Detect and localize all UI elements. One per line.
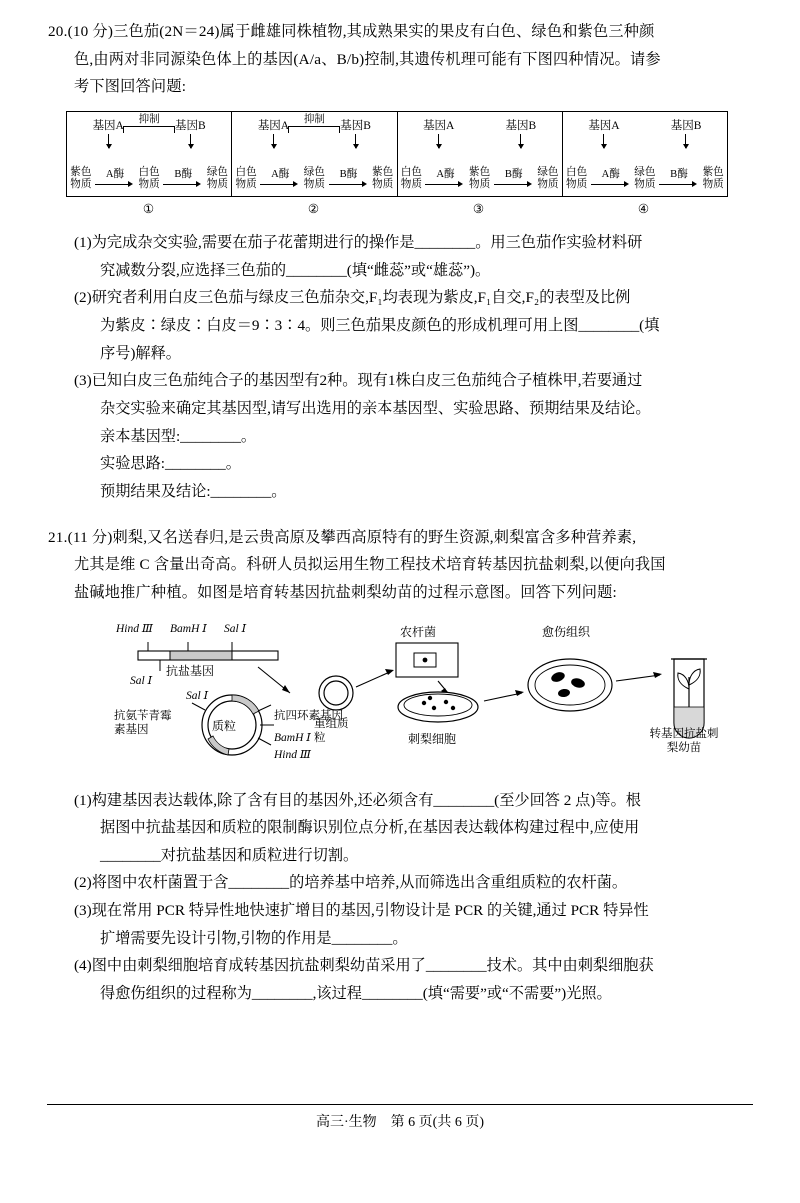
arrow-right-icon bbox=[260, 180, 300, 188]
arrow-right-icon bbox=[494, 180, 534, 188]
label-pear-cell: 刺梨细胞 bbox=[408, 731, 457, 746]
label-sal1-plasmid: Sal Ⅰ bbox=[186, 689, 209, 702]
label-bamh1-plasmid: BamH Ⅰ bbox=[274, 731, 311, 744]
q20-sub2-line-2: 为紫皮∶绿皮∶白皮＝9∶3∶4。则三色茄果皮颜色的形成机理可用上图________(填 bbox=[100, 316, 660, 334]
substance-label: 绿色 物质 bbox=[537, 167, 559, 190]
substance-label: 绿色 物质 bbox=[303, 167, 325, 190]
substance-label: 紫色 物质 bbox=[469, 167, 491, 190]
enzyme-step: B酶 bbox=[659, 169, 700, 188]
gene-labels-2: 基因A 基因B bbox=[257, 119, 371, 132]
q20-figure bbox=[66, 111, 728, 197]
arrow-down-icon bbox=[108, 134, 109, 148]
arrow-down-icon bbox=[355, 134, 356, 148]
q21-sub1-line-2: 据图中抗盐基因和质粒的限制酶识别位点分析,在基因表达载体构建过程中,应使用 bbox=[100, 819, 640, 837]
enzyme-step: B酶 bbox=[163, 169, 204, 188]
gene-arrows-4 bbox=[563, 134, 727, 148]
label-hind3-plasmid: Hind Ⅲ bbox=[274, 748, 311, 761]
enzyme-step: B酶 bbox=[328, 169, 369, 188]
q21-figure bbox=[108, 615, 768, 775]
q21-sub3-line-2: 扩增需要先设计引物,引物的作用是________。 bbox=[100, 929, 408, 947]
label-ampicillin-gene: 抗氨苄青霉素基因 bbox=[114, 709, 172, 736]
q21-sub1-line-1: (1)构建基因表达载体,除了含有目的基因外,还必须含有________(至少回答 2 点)等。根 bbox=[74, 791, 641, 809]
arrow-down-icon bbox=[190, 134, 191, 148]
q21-sub2-line-1: (2)将图中农杆菌置于含________的培养基中培养,从而筛选出含重组质粒的农杆菌。 bbox=[74, 874, 628, 892]
q21-line-3: 盐碱地推广种植。如图是培育转基因抗盐刺梨幼苗的过程示意图。回答下列问题: bbox=[74, 583, 617, 601]
figure-panel-3 bbox=[398, 112, 563, 196]
arrow-down-icon bbox=[685, 134, 686, 148]
arrow-right-icon bbox=[163, 180, 203, 188]
enzyme-step: A酶 bbox=[590, 169, 631, 188]
figure-panel-numbers bbox=[66, 201, 726, 217]
panel-number-2: ② bbox=[307, 201, 320, 216]
q21-sub4-line-2: 得愈伤组织的过程称为________,该过程________(填“需要”或“不需要”)光照。 bbox=[100, 985, 612, 1003]
arrow-right-icon bbox=[95, 180, 135, 188]
pathway-chain-1 bbox=[67, 167, 231, 190]
footer-text: 高三·生物 第 6 页(共 6 页) bbox=[316, 1115, 484, 1130]
q20-sub3-line-1: (3)已知白皮三色茄纯合子的基因型有2种。现有1株白皮三色茄纯合子植株甲,若要通过 bbox=[74, 372, 643, 390]
q21-sub4-line-1: (4)图中由刺梨细胞培育成转基因抗盐刺梨幼苗采用了________技术。其中由刺梨细胞获 bbox=[74, 957, 654, 975]
arrow-right-icon bbox=[329, 180, 369, 188]
arrow-right-icon bbox=[591, 180, 631, 188]
q20-sub3-item-3: 预期结果及结论:________。 bbox=[100, 482, 287, 500]
substance-label: 紫色 物质 bbox=[70, 167, 92, 190]
substance-label: 紫色 物质 bbox=[372, 167, 394, 190]
figure-panel-2 bbox=[232, 112, 397, 196]
label-agrobacterium: 农杆菌 bbox=[400, 624, 437, 639]
panel-number-1: ① bbox=[142, 201, 155, 216]
enzyme-step: B酶 bbox=[493, 169, 534, 188]
inhibit-mark-1: 抑制 bbox=[123, 115, 175, 134]
page-content bbox=[48, 18, 754, 1010]
q20-sub3-item-2: 实验思路:________。 bbox=[100, 455, 241, 473]
q20-sub3-line-2: 杂交实验来确定其基因型,请写出选用的亲本基因型、实验思路、预期结果及结论。 bbox=[100, 399, 651, 417]
substance-label: 白色 物质 bbox=[235, 167, 257, 190]
label-sal1-top: Sal Ⅰ bbox=[224, 622, 247, 635]
gene-arrows-1 bbox=[67, 134, 231, 148]
arrow-down-icon bbox=[273, 134, 274, 148]
label-plasmid: 质粒 bbox=[212, 718, 237, 733]
label-callus: 愈伤组织 bbox=[542, 624, 591, 639]
enzyme-step: A酶 bbox=[95, 169, 136, 188]
pathway-chain-4 bbox=[563, 167, 727, 190]
substance-label: 白色 物质 bbox=[400, 167, 422, 190]
label-recombinant-plasmid: 重组质粒 bbox=[314, 717, 349, 744]
question-21 bbox=[48, 524, 754, 1008]
label-transgenic-seedling: 转基因抗盐刺梨幼苗 bbox=[649, 727, 719, 755]
pathway-chain-2 bbox=[232, 167, 396, 190]
gene-labels-3: 基因A 基因B bbox=[423, 119, 537, 132]
q20-sub3-item-1: 亲本基因型:________。 bbox=[100, 427, 257, 445]
q20-sub1-line-2: 究减数分裂,应选择三色茄的________(填“雌蕊”或“雄蕊”)。 bbox=[100, 261, 491, 279]
substance-label: 白色 物质 bbox=[566, 167, 588, 190]
footer-divider bbox=[47, 1104, 753, 1105]
gene-labels-4: 基因A 基因B bbox=[588, 119, 702, 132]
inhibit-mark-2: 抑制 bbox=[288, 115, 340, 134]
substance-label: 绿色 物质 bbox=[634, 167, 656, 190]
page-footer bbox=[0, 1104, 800, 1131]
gene-labels-1: 基因A 基因B bbox=[92, 119, 206, 132]
figure-panel-1 bbox=[67, 112, 232, 196]
gene-arrows-2 bbox=[232, 134, 396, 148]
q21-sub1-line-3: ________对抗盐基因和质粒进行切割。 bbox=[100, 846, 359, 864]
label-tetracycline-gene: 抗四环素基因 bbox=[274, 709, 343, 722]
arrow-right-icon bbox=[659, 180, 699, 188]
q21-line-2: 尤其是维 C 含量出奇高。科研人员拟运用生物工程技术培育转基因抗盐刺梨,以便向我国 bbox=[74, 556, 666, 574]
arrow-down-icon bbox=[520, 134, 521, 148]
substance-label: 白色 物质 bbox=[138, 167, 160, 190]
label-hind3-top: Hind Ⅲ bbox=[116, 622, 153, 635]
figure-panel-4 bbox=[563, 112, 727, 196]
q20-sub2-line-1: (2)研究者利用白皮三色茄与绿皮三色茄杂交,F₁均表现为紫皮,F₁自交,F₂的表型及比例 bbox=[74, 289, 631, 307]
q21-line-1: 21.(11 分)刺梨,又名送春归,是云贵高原及攀西高原特有的野生资源,刺梨富含多种营养素, bbox=[48, 528, 637, 546]
label-sal1-left: Sal Ⅰ bbox=[130, 674, 153, 687]
substance-label: 绿色 物质 bbox=[206, 167, 228, 190]
q20-line-1: 20.(10 分)三色茄(2N＝24)属于雌雄同株植物,其成熟果实的果皮有白色、绿色和紫色三种颜 bbox=[48, 23, 655, 40]
arrow-down-icon bbox=[603, 134, 604, 148]
q21-sub3-line-1: (3)现在常用 PCR 特异性地快速扩增目的基因,引物设计是 PCR 的关键,通过 PCR 特异性 bbox=[74, 902, 649, 920]
substance-label: 紫色 物质 bbox=[702, 167, 724, 190]
q20-line-2: 色,由两对非同源染色体上的基因(A/a、B/b)控制,其遗传机理可能有下图四种情况。请参 bbox=[74, 50, 661, 68]
arrow-right-icon bbox=[425, 180, 465, 188]
label-bamh1-top: BamH Ⅰ bbox=[170, 622, 207, 635]
q20-line-3: 考下图回答问题: bbox=[74, 78, 187, 96]
q20-sub2-line-3: 序号)解释。 bbox=[100, 344, 181, 362]
enzyme-step: A酶 bbox=[260, 169, 301, 188]
pathway-chain-3 bbox=[398, 167, 562, 190]
gene-arrows-3 bbox=[398, 134, 562, 148]
enzyme-step: A酶 bbox=[425, 169, 466, 188]
arrow-down-icon bbox=[438, 134, 439, 148]
panel-number-4: ④ bbox=[637, 201, 650, 216]
q20-sub1-line-1: (1)为完成杂交实验,需要在茄子花蕾期进行的操作是________。用三色茄作实验材料研 bbox=[74, 233, 643, 251]
panel-number-3: ③ bbox=[472, 201, 485, 216]
label-salt-resistance-gene: 抗盐基因 bbox=[166, 663, 215, 678]
question-20 bbox=[48, 18, 754, 506]
